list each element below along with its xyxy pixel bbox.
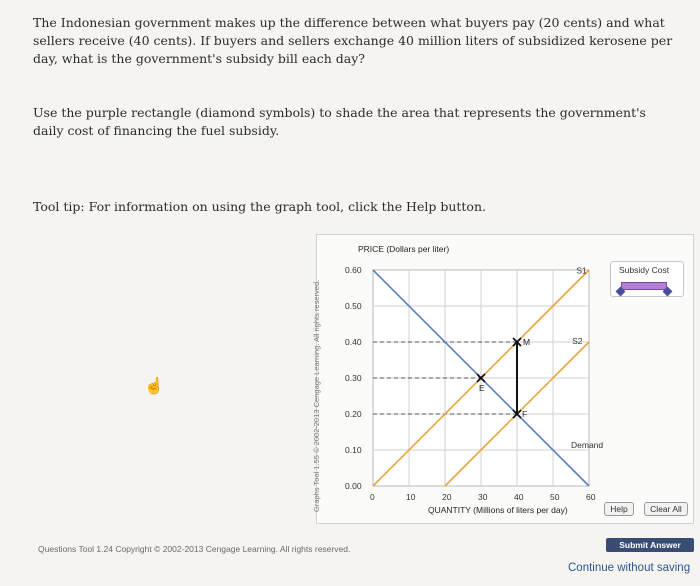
x-tick-label: 20 (442, 492, 452, 502)
question-paragraph-1: The Indonesian government makes up the difference between what buyers pay (20 cents) and what sellers receive (40 cents). If buyers and sellers exchange 40 million liters of subsidized kerosene per day, what is the government's subsidy bill each day? (33, 15, 673, 66)
x-axis-title: QUANTITY (Millions of liters per day) (428, 505, 568, 515)
y-tick-label: 0.60 (345, 265, 362, 275)
x-tick-label: 60 (586, 492, 596, 502)
submit-answer-button[interactable]: Submit Answer (606, 538, 694, 552)
tool-tip-text: Tool tip: For information on using the graph tool, click the Help button. (33, 199, 486, 214)
help-button[interactable]: Help (604, 502, 634, 516)
x-tick-label: 10 (406, 492, 416, 502)
series-label: S2 (572, 335, 583, 346)
series-label: Demand (571, 440, 604, 451)
x-tick-label: 40 (514, 492, 524, 502)
x-tick-label: 50 (550, 492, 560, 502)
purple-rectangle-tool[interactable] (621, 282, 667, 290)
point-label: F (522, 409, 528, 419)
footer-copyright: Questions Tool 1.24 Copyright © 2002-2013 Cengage Learning. All rights reserved. (38, 544, 351, 554)
y-tick-label: 0.10 (345, 445, 362, 455)
x-tick-label: 30 (478, 492, 488, 502)
y-tick-label: 0.30 (345, 373, 362, 383)
series-label: S1 (576, 265, 587, 276)
question-paragraph-2: Use the purple rectangle (diamond symbols) to shade the area that represents the government's daily cost of financing the fuel subsidy. (33, 105, 646, 138)
point-label: E (479, 383, 485, 393)
hand-cursor-icon: ☝ (144, 376, 164, 395)
x-tick-label: 0 (370, 492, 375, 502)
diamond-handle-icon[interactable] (663, 287, 673, 297)
y-axis-title: PRICE (Dollars per liter) (358, 244, 450, 254)
continue-without-saving-link[interactable]: Continue without saving (568, 562, 691, 574)
y-tick-label: 0.50 (345, 301, 362, 311)
clear-all-button[interactable]: Clear All (644, 502, 688, 516)
y-tick-label: 0.00 (345, 481, 362, 491)
graph-tool-copyright: Graphs Tool 1.55 © 2002-2013 Cengage Learning. All rights reserved. (312, 279, 321, 512)
point-label: M (523, 337, 531, 347)
y-tick-label: 0.20 (345, 409, 362, 419)
subsidy-cost-legend[interactable] (610, 261, 684, 297)
y-tick-label: 0.40 (345, 337, 362, 347)
legend-label: Subsidy Cost (619, 265, 670, 275)
